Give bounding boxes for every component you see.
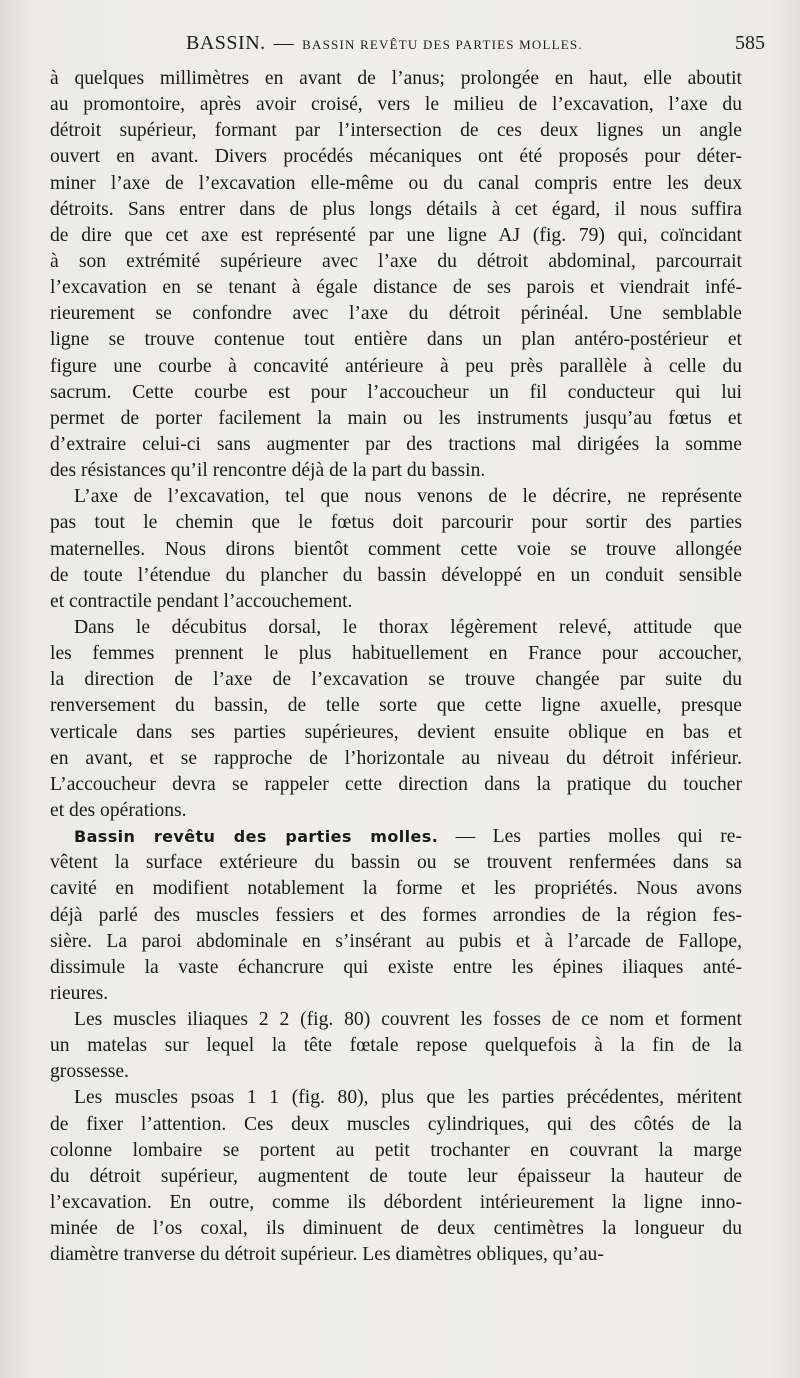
text-line: dissimule la vaste échancrure qui existe entre les épines iliaques anté- (50, 956, 742, 978)
paragraph (50, 484, 742, 615)
text-line: l’excavation en se tenant à égale distance de ses parois et viendrait infé- (50, 277, 742, 299)
text-line: sacrum. Cette courbe est pour l’accoucheur un fil conducteur qui lui (50, 381, 742, 403)
text-line: sière. La paroi abdominale en s’insérant au pubis et à l’arcade de Fallope, (50, 930, 742, 952)
paragraph (50, 1007, 742, 1085)
text-line: en avant, et se rapproche de l’horizontale au niveau du détroit inférieur. (50, 747, 742, 769)
text-line: détroit supérieur, formant par l’intersection de ces deux lignes un angle (50, 120, 742, 142)
text-line: permet de porter facilement la main ou les instruments jusqu’au fœtus et (50, 407, 742, 429)
text-line: colonne lombaire se portent au petit trochanter en couvrant la marge (50, 1139, 742, 1161)
text-line: rieurement se confondre avec l’axe du détroit périnéal. Une semblable (50, 303, 742, 325)
running-head (50, 32, 765, 60)
text-line: figure une courbe à concavité antérieure à peu près parallèle à celle du (50, 355, 742, 377)
text-line: de dire que cet axe est représenté par une ligne AJ (fig. 79) qui, coïncidant (50, 224, 742, 246)
text-line: Les muscles iliaques 2 2 (fig. 80) couvrent les fosses de ce nom et forment (74, 1009, 742, 1031)
text-line: L’accoucheur devra se rappeler cette direction dans la pratique du toucher (50, 773, 742, 795)
text-line: d’extraire celui-ci sans augmenter par des tractions mal dirigées la somme (50, 433, 742, 455)
text-line: renversement du bassin, de telle sorte que cette ligne axuelle, presque (50, 695, 742, 717)
paragraph (50, 1085, 742, 1268)
text-line: maternelles. Nous dirons bientôt comment cette voie se trouve allongée (50, 538, 742, 560)
text-line (50, 824, 742, 850)
paragraph (50, 66, 742, 484)
text-line: et contractile pendant l’accouchement. (50, 590, 353, 612)
body-text (50, 66, 742, 1268)
text-line: minée de l’os coxal, ils diminuent de deux centimètres la longueur du (50, 1218, 742, 1240)
text-line: à quelques millimètres en avant de l’anus; prolongée en haut, elle aboutit (50, 68, 742, 89)
text-line: un matelas sur lequel la tête fœtale repose quelquefois à la fin de la (50, 1035, 742, 1057)
text-line: Dans le décubitus dorsal, le thorax légèrement relevé, attitude que (74, 616, 742, 638)
text-line: les femmes prennent le plus habituellement en France pour accoucher, (50, 643, 742, 665)
text-line: à son extrémité supérieure avec l’axe du détroit abdominal, parcourrait (50, 250, 742, 272)
running-head-title (186, 32, 583, 55)
text-line: pas tout le chemin que le fœtus doit parcourir pour sortir des parties (50, 512, 742, 534)
text-line: rieures. (50, 982, 109, 1004)
text-line: et des opérations. (50, 799, 187, 821)
text-line: L’axe de l’excavation, tel que nous venons de le décrire, ne représente (74, 486, 742, 508)
text-line: du détroit supérieur, augmentent de toute leur épaisseur la hauteur de (50, 1165, 742, 1187)
text-line: déjà parlé des muscles fessiers et des formes arrondies de la région fes- (50, 904, 742, 926)
text-line: vêtent la surface extérieure du bassin ou se trouvent renfermées dans sa (50, 852, 742, 874)
text-line: de toute l’étendue du plancher du bassin développé en un conduit sensible (50, 564, 742, 586)
text-line-content: — Les parties molles qui re- (438, 826, 742, 848)
text-line: ouvert en avant. Divers procédés mécaniques ont été proposés pour déter- (50, 146, 742, 168)
text-line: verticale dans ses parties supérieures, devient ensuite oblique en bas et (50, 721, 742, 743)
running-head-dash: — (273, 32, 295, 54)
page-number: 585 (735, 32, 765, 54)
text-line: grossesse. (50, 1061, 129, 1083)
paragraph (50, 615, 742, 824)
text-line: l’excavation. En outre, comme ils débordent intérieurement la ligne inno- (50, 1192, 742, 1214)
text-line: la direction de l’axe de l’excavation se trouve changée par suite du (50, 669, 742, 691)
paragraph (50, 824, 742, 1007)
text-line: miner l’axe de l’excavation elle-même ou du canal compris entre les deux (50, 172, 742, 194)
text-line: au promontoire, après avoir croisé, vers le milieu de l’excavation, l’axe du (50, 94, 742, 116)
text-line: détroits. Sans entrer dans de plus longs détails à cet égard, il nous suffira (50, 198, 742, 220)
text-line: diamètre tranverse du détroit supérieur. Les diamètres obliques, qu’au- (50, 1244, 604, 1266)
text-line: ligne se trouve contenue tout entière dans un plan antéro-postérieur et (50, 329, 742, 351)
section-heading: Bassin revêtu des parties molles. (74, 827, 439, 847)
text-line: des résistances qu’il rencontre déjà de la part du bassin. (50, 460, 486, 482)
text-line: de fixer l’attention. Ces deux muscles cylindriques, qui des côtés de la (50, 1113, 742, 1135)
text-line: cavité en modifient notablement la forme et les propriétés. Nous avons (50, 878, 742, 900)
chapter-title: BASSIN. (186, 32, 266, 54)
text-line: Les muscles psoas 1 1 (fig. 80), plus que les parties précédentes, méritent (74, 1087, 742, 1109)
section-title: BASSIN REVÊTU DES PARTIES MOLLES. (302, 37, 583, 52)
